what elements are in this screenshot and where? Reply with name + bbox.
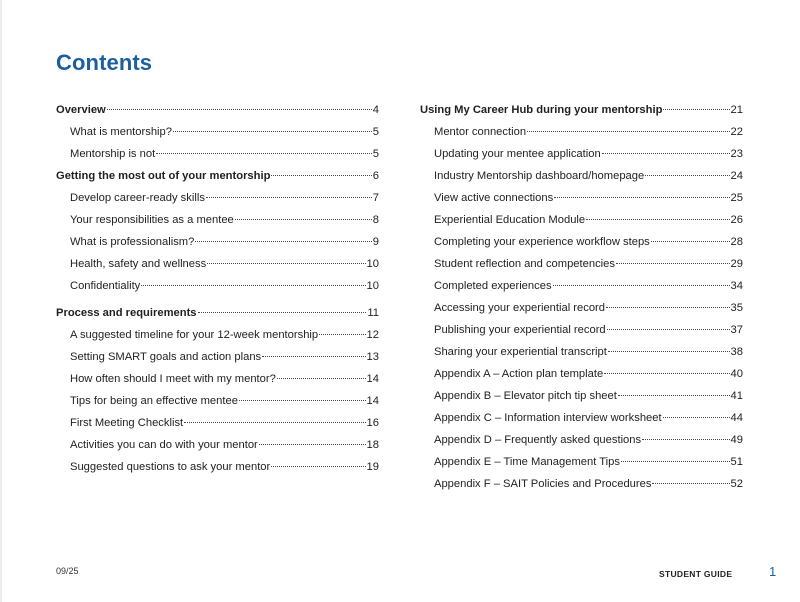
toc-entry[interactable] [420, 429, 743, 451]
toc-entry-page: 22 [730, 126, 743, 138]
toc-entry-page: 14 [366, 373, 379, 385]
toc-entry-page: 4 [372, 104, 379, 116]
dot-leader [319, 334, 365, 335]
toc-entry-label: Activities you can do with your mentor [70, 439, 258, 451]
dot-leader [262, 356, 365, 357]
toc-entry[interactable] [420, 385, 743, 407]
toc-entry[interactable] [56, 324, 379, 346]
toc-entry-label: Confidentiality [70, 280, 141, 292]
dot-leader [271, 175, 371, 176]
dot-leader [586, 219, 729, 220]
toc-entry[interactable] [420, 363, 743, 385]
dot-leader [271, 466, 365, 467]
dot-leader [604, 373, 729, 374]
dot-leader [207, 263, 365, 264]
toc-entry-page: 24 [730, 170, 743, 182]
dot-leader [527, 131, 730, 132]
toc-entry-page: 19 [366, 461, 379, 473]
dot-leader [606, 307, 730, 308]
toc-entry-page: 38 [730, 346, 743, 358]
dot-leader [184, 422, 365, 423]
toc-entry[interactable] [420, 275, 743, 297]
dot-leader [602, 153, 730, 154]
toc-entry[interactable] [420, 121, 743, 143]
toc-entry[interactable] [56, 121, 379, 143]
toc-entry-page: 10 [366, 280, 379, 292]
toc-entry-label: Updating your mentee application [434, 148, 601, 160]
toc-entry-label: What is professionalism? [70, 236, 195, 248]
dot-leader [156, 153, 372, 154]
toc-entry-label: Suggested questions to ask your mentor [70, 461, 271, 473]
toc-entry-page: 49 [730, 434, 743, 446]
toc-entry-label: Student reflection and competencies [434, 258, 615, 270]
toc-entry-page: 29 [730, 258, 743, 270]
toc-column-left [56, 99, 379, 478]
dot-leader [621, 461, 730, 462]
toc-entry[interactable] [56, 346, 379, 368]
toc-entry-page: 7 [372, 192, 379, 204]
toc-entry-label: Health, safety and wellness [70, 258, 207, 270]
toc-entry-label: Appendix C – Information interview worksheet [434, 412, 662, 424]
toc-entry[interactable] [56, 187, 379, 209]
toc-entry[interactable] [420, 187, 743, 209]
toc-entry[interactable] [56, 209, 379, 231]
toc-entry-page: 28 [730, 236, 743, 248]
toc-entry-label: Appendix B – Elevator pitch tip sheet [434, 390, 617, 402]
dot-leader [195, 241, 371, 242]
toc-entry-label: Mentorship is not [70, 148, 156, 160]
toc-entry[interactable] [56, 390, 379, 412]
toc-entry-page: 23 [730, 148, 743, 160]
toc-entry[interactable] [56, 456, 379, 478]
page-edge [0, 0, 2, 602]
toc-entry[interactable] [56, 302, 379, 324]
dot-leader [141, 285, 365, 286]
dot-leader [642, 439, 729, 440]
toc-entry-label: Getting the most out of your mentorship [56, 170, 271, 182]
toc-entry-page: 25 [730, 192, 743, 204]
footer-page-number: 1 [769, 564, 777, 579]
toc-entry-label: Completing your experience workflow steps [434, 236, 650, 248]
dot-leader [663, 417, 730, 418]
toc-entry-label: Mentor connection [434, 126, 527, 138]
toc-entry-page: 40 [730, 368, 743, 380]
toc-entry-label: Using My Career Hub during your mentorship [420, 104, 663, 116]
toc-entry[interactable] [420, 231, 743, 253]
dot-leader [652, 483, 729, 484]
toc-entry[interactable] [420, 209, 743, 231]
toc-entry[interactable] [56, 275, 379, 297]
toc-entry-page: 14 [366, 395, 379, 407]
toc-entry[interactable] [56, 412, 379, 434]
toc-entry[interactable] [420, 253, 743, 275]
dot-leader [198, 312, 367, 313]
toc-entry[interactable] [420, 407, 743, 429]
toc-entry-page: 12 [366, 329, 379, 341]
dot-leader [651, 241, 730, 242]
dot-leader [173, 131, 372, 132]
toc-entry-label: First Meeting Checklist [70, 417, 184, 429]
toc-entry-label: Your responsibilities as a mentee [70, 214, 234, 226]
page-title: Contents [56, 50, 153, 75]
toc-entry-label: Appendix A – Action plan template [434, 368, 604, 380]
toc-entry-label: Develop career-ready skills [70, 192, 205, 204]
footer-date: 09/25 [56, 566, 79, 576]
toc-entry-page: 44 [730, 412, 743, 424]
footer-guide-label: STUDENT GUIDE [659, 569, 733, 579]
toc-entry-page: 5 [372, 148, 379, 160]
toc-entry[interactable] [56, 434, 379, 456]
toc-entry[interactable] [420, 341, 743, 363]
toc-entry-page: 37 [730, 324, 743, 336]
dot-leader [107, 109, 372, 110]
toc-entry[interactable] [56, 99, 379, 121]
toc-entry[interactable] [420, 99, 743, 121]
toc-entry-label: Tips for being an effective mentee [70, 395, 238, 407]
dot-leader [663, 109, 729, 110]
toc-entry[interactable] [420, 297, 743, 319]
dot-leader [554, 197, 729, 198]
dot-leader [616, 263, 730, 264]
toc-entry-page: 8 [372, 214, 379, 226]
toc-entry-page: 13 [366, 351, 379, 363]
toc-entry-label: Appendix D – Frequently asked questions [434, 434, 642, 446]
toc-entry-label: Experiential Education Module [434, 214, 586, 226]
dot-leader [608, 351, 730, 352]
dot-leader [206, 197, 372, 198]
dot-leader [607, 329, 730, 330]
toc-entry-page: 6 [372, 170, 379, 182]
toc-entry-page: 51 [730, 456, 743, 468]
dot-leader [259, 444, 366, 445]
toc-entry-label: What is mentorship? [70, 126, 172, 138]
toc-entry-page: 21 [730, 104, 743, 116]
toc-entry-page: 52 [730, 478, 743, 490]
toc-entry[interactable] [420, 473, 743, 495]
dot-leader [235, 219, 372, 220]
toc-entry-page: 41 [730, 390, 743, 402]
toc-entry[interactable] [420, 319, 743, 341]
toc-entry[interactable] [420, 165, 743, 187]
toc-entry-page: 26 [730, 214, 743, 226]
toc-entry[interactable] [56, 368, 379, 390]
toc-entry-label: Appendix F – SAIT Policies and Procedures [434, 478, 652, 490]
toc-entry-page: 5 [372, 126, 379, 138]
toc-entry-page: 16 [366, 417, 379, 429]
dot-leader [277, 378, 366, 379]
toc-entry-label: How often should I meet with my mentor? [70, 373, 276, 385]
dot-leader [239, 400, 366, 401]
toc-entry-page: 18 [366, 439, 379, 451]
toc-entry-label: View active connections [434, 192, 554, 204]
dot-leader [645, 175, 729, 176]
toc-entry[interactable] [420, 143, 743, 165]
dot-leader [553, 285, 730, 286]
toc-entry-label: Process and requirements [56, 307, 197, 319]
toc-column-right [420, 99, 743, 495]
toc-entry-page: 34 [730, 280, 743, 292]
toc-entry-label: Appendix E – Time Management Tips [434, 456, 620, 468]
dot-leader [618, 395, 730, 396]
toc-entry-label: Completed experiences [434, 280, 552, 292]
toc-entry-label: Accessing your experiential record [434, 302, 606, 314]
toc-entry-label: Setting SMART goals and action plans [70, 351, 262, 363]
toc-entry-label: Sharing your experiential transcript [434, 346, 607, 358]
toc-entry-page: 9 [372, 236, 379, 248]
toc-entry-label: Publishing your experiential record [434, 324, 606, 336]
toc-entry[interactable] [56, 231, 379, 253]
toc-entry[interactable] [56, 253, 379, 275]
toc-entry-label: A suggested timeline for your 12-week mentorship [70, 329, 319, 341]
toc-entry-label: Overview [56, 104, 106, 116]
toc-entry-label: Industry Mentorship dashboard/homepage [434, 170, 645, 182]
toc-entry[interactable] [56, 165, 379, 187]
toc-entry-page: 10 [366, 258, 379, 270]
toc-entry-page: 11 [367, 307, 379, 319]
toc-entry[interactable] [56, 143, 379, 165]
toc-entry-page: 35 [730, 302, 743, 314]
toc-entry[interactable] [420, 451, 743, 473]
